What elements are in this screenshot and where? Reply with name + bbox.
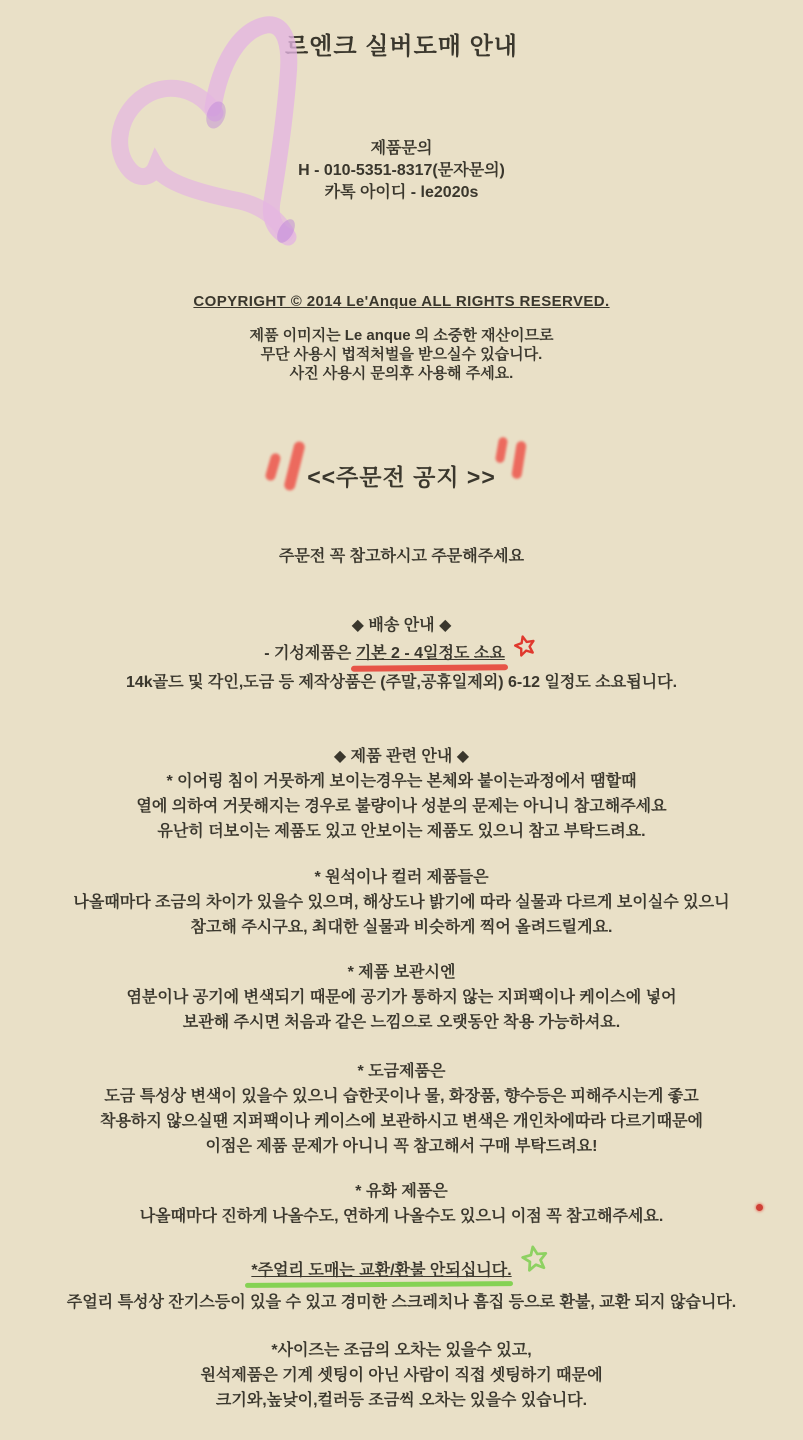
- section-heading: *사이즈는 조금의 오차는 있을수 있고,: [271, 1342, 532, 1359]
- image-usage-line: 사진 사용시 문의후 사용해 주세요.: [289, 365, 514, 382]
- section-heading: ◆ 제품 관련 안내 ◆: [333, 748, 470, 765]
- section-line: 크기와,높낮이,컬러등 조금씩 오차는 있을수 있습니다.: [215, 1392, 588, 1409]
- page-title: 르엔크 실버도매 안내: [285, 33, 518, 60]
- section-shipping: [0, 613, 803, 695]
- section-line: * 이어링 침이 거뭇하게 보이는경우는 본체와 붙이는과정에서 땜할때: [166, 773, 637, 790]
- section-line: 주얼리 특성상 잔기스등이 있을 수 있고 경미한 스크레치나 흠집 등으로 환불, 교환 되지 않습니다.: [66, 1294, 737, 1311]
- section-heading: * 제품 보관시엔: [347, 964, 456, 981]
- contact-phone: H - 010-5351-8317(문자문의): [298, 162, 505, 179]
- shipping-lead-time-line: [0, 638, 803, 670]
- contact-kakao-id: 카톡 아이디 - le2020s: [324, 184, 479, 201]
- section-line: 보관해 주시면 처음과 같은 느낌으로 오랫동안 착용 가능하셔요.: [182, 1014, 621, 1031]
- section-gemstone: [0, 865, 803, 940]
- image-usage-notice: [0, 326, 803, 383]
- section-line: 나올때마다 조금의 차이가 있을수 있으며, 해상도나 밝기에 따라 실물과 다르게 보이실수 있으니: [73, 894, 730, 911]
- section-line: 이점은 제품 문제가 아니니 꼭 참고해서 구매 부탁드려요!: [205, 1138, 598, 1155]
- section-exchange-policy: [0, 1252, 803, 1315]
- red-emphasis-marks-icon: [495, 436, 508, 463]
- section-line: 원석제품은 기계 셋팅이 아닌 사람이 직접 셋팅하기 때문에: [200, 1367, 603, 1384]
- section-line: 열에 의하여 거뭇해지는 경우로 불량이나 성분의 문제는 아니니 참고해주세요: [136, 798, 667, 815]
- section-line: 나올때마다 진하게 나올수도, 연하게 나올수도 있으니 이점 꼭 참고해주세요.: [139, 1208, 664, 1225]
- section-line: 착용하지 않으실땐 지퍼팩이나 케이스에 보관하시고 변색은 개인차에따라 다르기때문에: [100, 1113, 703, 1130]
- shipping-lead-highlight: 기본 2 - 4일정도 소요: [355, 645, 505, 663]
- contact-info: [0, 138, 803, 204]
- red-star-icon: [510, 632, 541, 669]
- red-dot-icon: [756, 1204, 763, 1211]
- order-notice-heading: <<주문전 공지 >>: [307, 464, 496, 490]
- green-star-icon: [517, 1242, 553, 1285]
- exchange-policy-highlight-line: [0, 1252, 803, 1290]
- section-size-tolerance: [0, 1338, 803, 1413]
- image-usage-line: 무단 사용시 법적처벌을 받으실수 있습니다.: [260, 346, 543, 363]
- copyright-line: COPYRIGHT © 2014 Le'Anque ALL RIGHTS RESERVED.: [193, 293, 610, 310]
- section-oil-painting: [0, 1179, 803, 1229]
- contact-label: 제품문의: [370, 140, 433, 157]
- section-line: 유난히 더보이는 제품도 있고 안보이는 제품도 있으니 참고 부탁드려요.: [157, 823, 646, 840]
- order-notice-subtitle: 주문전 꼭 참고하시고 주문해주세요: [278, 548, 525, 565]
- section-product-info: [0, 744, 803, 844]
- section-line: 염분이나 공기에 변색되기 때문에 공기가 통하지 않는 지퍼팩이나 케이스에 넣어: [126, 989, 677, 1006]
- exchange-policy-highlight: *주얼리 도매는 교환/환불 안되십니다.: [251, 1262, 512, 1280]
- image-usage-line: 제품 이미지는 Le anque 의 소중한 재산이므로: [249, 327, 554, 344]
- shipping-custom-line: 14k골드 및 각인,도금 등 제작상품은 (주말,공휴일제외) 6-12 일정도 소요됩니다.: [125, 674, 678, 691]
- section-line: 도금 특성상 변색이 있을수 있으니 습한곳이나 물, 화장품, 향수등은 피해주시는게 좋고: [104, 1088, 699, 1105]
- shipping-lead-prefix: - 기성제품은: [264, 645, 356, 663]
- section-heading: ◆ 배송 안내 ◆: [351, 617, 452, 634]
- section-line: 참고해 주시구요, 최대한 실물과 비슷하게 찍어 올려드릴게요.: [190, 919, 613, 936]
- section-heading: * 원석이나 컬러 제품들은: [314, 869, 489, 886]
- section-storage: [0, 960, 803, 1035]
- section-heading: * 도금제품은: [357, 1063, 446, 1080]
- section-plating: [0, 1059, 803, 1159]
- section-heading: * 유화 제품은: [355, 1183, 448, 1200]
